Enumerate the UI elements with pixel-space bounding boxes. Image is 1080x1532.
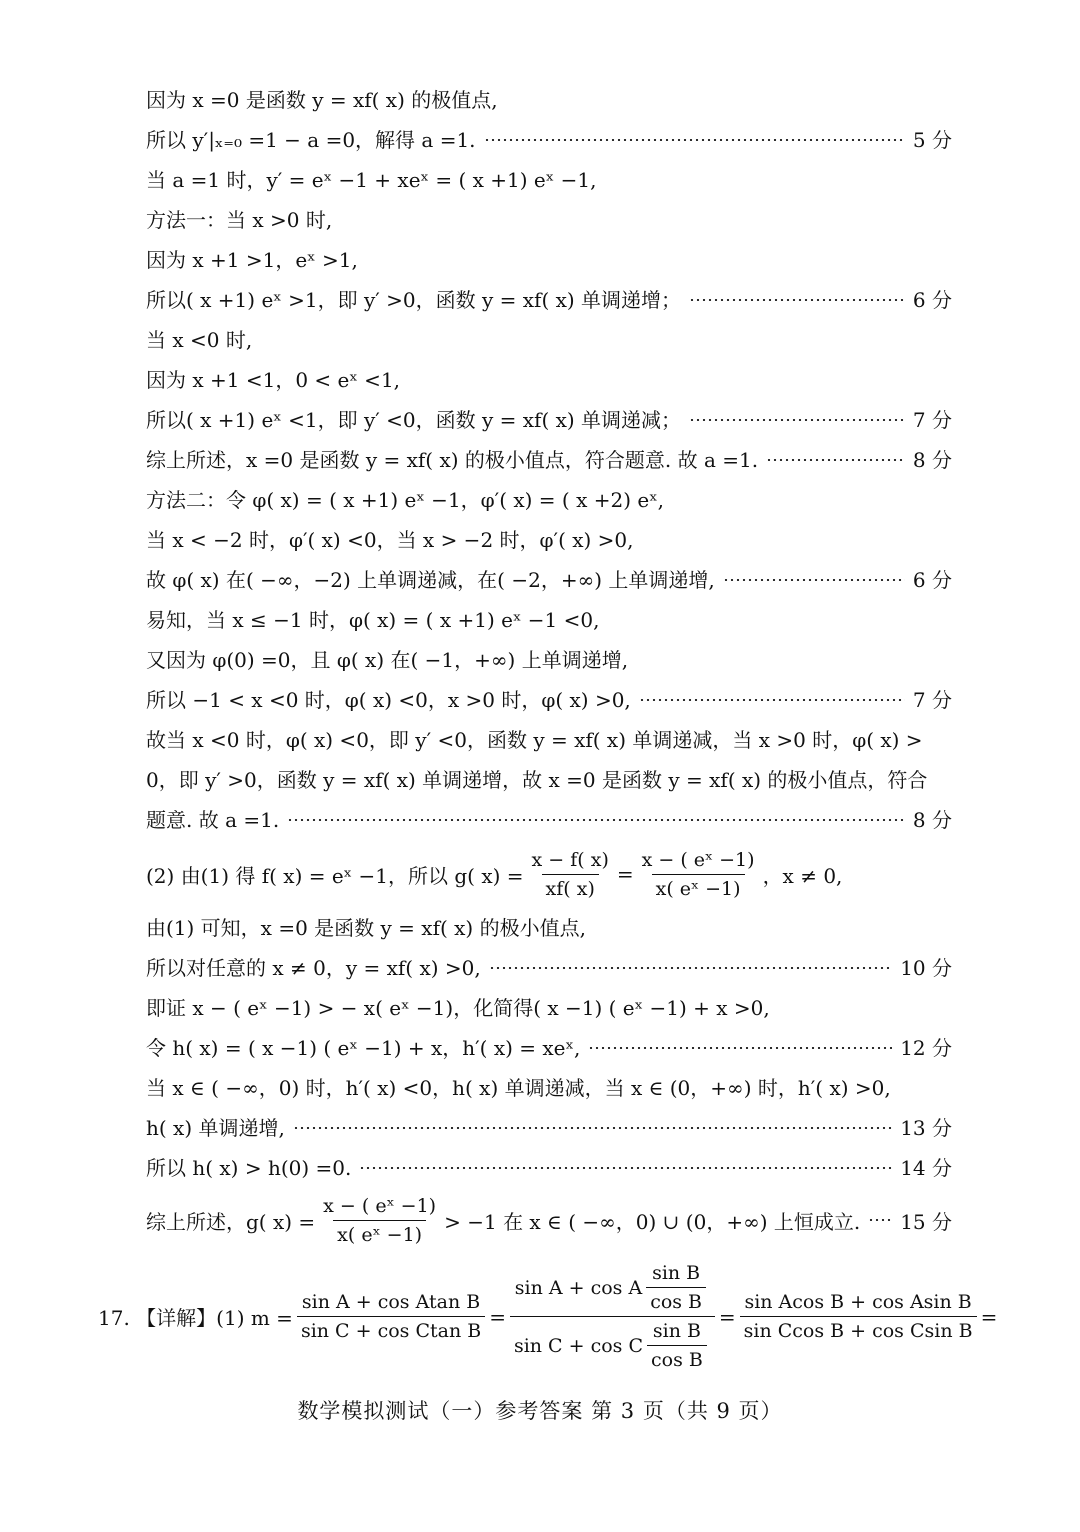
solution-line <box>146 283 952 317</box>
line-text: 由(1) 可知，x =0 是函数 y = xf( x) 的极小值点, <box>146 916 586 940</box>
solution-line <box>146 403 952 437</box>
score-mark: 12 分 <box>900 1036 952 1060</box>
line-text: 综上所述，x =0 是函数 y = xf( x) 的极小值点，符合题意. 故 a =1. <box>146 448 759 472</box>
line-text: 当 a =1 时，y′ = eˣ −1 + xeˣ = ( x +1) eˣ −1, <box>146 168 597 192</box>
leader-dots <box>484 139 905 141</box>
fraction <box>319 1195 440 1246</box>
line-text: 所以 h( x) > h(0) =0. <box>146 1156 352 1180</box>
fraction-numerator: x − f( x) <box>531 848 609 871</box>
line-text: 即证 x − ( eˣ −1) > − x( eˣ −1)，化简得( x −1) ( eˣ −1) + x >0, <box>146 996 770 1020</box>
score-mark: 15 分 <box>900 1209 952 1234</box>
fraction-denominator: sin Ccos B + cos Csin B <box>740 1316 977 1342</box>
fraction-denominator <box>510 1316 715 1371</box>
leader-dots <box>287 819 905 821</box>
solution-line <box>146 1031 952 1065</box>
fraction-denominator: cos B <box>647 1345 707 1371</box>
line-text: 当 x <0 时, <box>146 328 253 352</box>
conclusion-suffix: > −1 在 x ∈ ( −∞，0) ∪ (0，+∞) 上恒成立. <box>444 1209 861 1234</box>
leader-dots <box>766 459 905 461</box>
solution-line <box>146 483 952 517</box>
line-text: 又因为 φ(0) =0，且 φ( x) 在( −1，+∞) 上单调递增, <box>146 648 629 672</box>
conclusion-prefix: 综上所述，g( x) = <box>146 1209 316 1234</box>
line-text: 方法二：令 φ( x) = ( x +1) eˣ −1，φ′( x) = ( x +2) eˣ, <box>146 488 665 512</box>
solution-line <box>146 363 952 397</box>
line-text: 故 φ( x) 在( −∞，−2) 上单调递减，在( −2，+∞) 上单调递增, <box>146 568 715 592</box>
solution-line <box>146 443 952 477</box>
line-text: 当 x ∈ ( −∞，0) 时，h′( x) <0，h( x) 单调递减，当 x ∈ (0，+∞) 时，h′( x) >0, <box>146 1076 891 1100</box>
solution-line <box>146 1151 952 1185</box>
fraction-numerator <box>511 1262 714 1316</box>
fraction <box>297 1291 485 1342</box>
fraction <box>528 849 613 900</box>
solution-line <box>146 1111 952 1145</box>
leader-dots <box>689 299 905 301</box>
leader-dots <box>293 1127 892 1129</box>
score-mark: 7 分 <box>912 408 952 432</box>
score-mark: 7 分 <box>912 688 952 712</box>
leader-dots <box>723 579 905 581</box>
fraction-denominator: cos B <box>646 1287 706 1313</box>
solution-line <box>146 763 952 797</box>
compound-fraction <box>510 1262 715 1371</box>
fraction-denominator: x( eˣ −1) <box>333 1220 426 1246</box>
line-text: 故当 x <0 时，φ( x) <0，即 y′ <0，函数 y = xf( x) 单调递减，当 x >0 时，φ( x) > <box>146 728 923 752</box>
solution-line <box>146 83 952 117</box>
solution-line <box>146 163 952 197</box>
fraction <box>647 1320 707 1371</box>
equals-sign: = <box>718 1304 736 1329</box>
score-mark: 13 分 <box>900 1116 952 1140</box>
fraction-numerator: sin Acos B + cos Asin B <box>744 1291 972 1313</box>
line-text: h( x) 单调递增, <box>146 1116 285 1140</box>
score-mark: 14 分 <box>900 1156 952 1180</box>
line-text: 易知，当 x ≤ −1 时，φ( x) = ( x +1) eˣ −1 <0, <box>146 608 600 632</box>
solution-line <box>146 203 952 237</box>
line-text: 因为 x =0 是函数 y = xf( x) 的极值点, <box>146 88 498 112</box>
solution-line <box>146 643 952 677</box>
fraction-numerator: sin B <box>652 1320 701 1342</box>
line-text: 所以( x +1) eˣ <1，即 y′ <0，函数 y = xf( x) 单调递减； <box>146 408 682 432</box>
score-mark: 6 分 <box>912 288 952 312</box>
line-text: 所以( x +1) eˣ >1，即 y′ >0，函数 y = xf( x) 单调递增； <box>146 288 682 312</box>
leader-dots <box>588 1047 892 1049</box>
fraction <box>740 1291 977 1342</box>
score-mark: 5 分 <box>912 128 952 152</box>
fraction <box>638 849 759 900</box>
score-mark: 10 分 <box>900 956 952 980</box>
equals-sign: = <box>980 1304 998 1329</box>
score-mark: 6 分 <box>912 568 952 592</box>
fraction-denominator: x( eˣ −1) <box>652 874 745 900</box>
solution-line <box>146 563 952 597</box>
solution-line <box>146 723 952 757</box>
equals-sign: = <box>616 862 634 886</box>
solution-line <box>146 123 952 157</box>
line-text: 因为 x +1 <1，0 < eˣ <1, <box>146 368 401 392</box>
g-definition-line <box>146 846 952 902</box>
line-text: 令 h( x) = ( x −1) ( eˣ −1) + x，h′( x) = xeˣ, <box>146 1036 581 1060</box>
solution-line <box>146 323 952 357</box>
score-mark: 8 分 <box>912 808 952 832</box>
fraction-numerator: sin B <box>652 1262 701 1284</box>
fraction-denominator: sin C + cos Ctan B <box>297 1316 485 1342</box>
conclusion-line <box>146 1192 952 1248</box>
line-text: 当 x < −2 时，φ′( x) <0，当 x > −2 时，φ′( x) >0, <box>146 528 634 552</box>
line-text: 方法一：当 x >0 时, <box>146 208 333 232</box>
fraction-numerator: x − ( eˣ −1) <box>323 1194 437 1217</box>
line-text: 所以 y′|ₓ₌₀ =1 − a =0，解得 a =1. <box>146 128 476 152</box>
fraction-numerator: x − ( eˣ −1) <box>641 848 755 871</box>
line-text: 因为 x +1 >1，eˣ >1, <box>146 248 358 272</box>
q17-equation <box>98 1262 997 1371</box>
leader-dots <box>868 1219 892 1221</box>
q17-label: 17. 【详解】(1) m = <box>98 1306 293 1330</box>
solution-line <box>146 991 952 1025</box>
score-mark: 8 分 <box>912 448 952 472</box>
leader-dots <box>689 419 905 421</box>
g-line-suffix: ，x ≠ 0, <box>762 863 843 888</box>
page-footer: 数学模拟测试（一）参考答案 第 3 页（共 9 页） <box>297 1399 783 1423</box>
fraction-numerator: sin A + cos Atan B <box>301 1291 481 1313</box>
solution-line <box>146 911 952 945</box>
solution-line <box>146 951 952 985</box>
denominator-text: sin C + cos C <box>513 1334 644 1357</box>
fraction <box>646 1262 706 1313</box>
solution-line <box>146 603 952 637</box>
solution-line <box>146 1071 952 1105</box>
line-text: 所以 −1 < x <0 时，φ( x) <0，x >0 时，φ( x) >0, <box>146 688 631 712</box>
line-text: 题意. 故 a =1. <box>146 808 280 832</box>
line-text: 所以对任意的 x ≠ 0，y = xf( x) >0, <box>146 956 481 980</box>
solution-line <box>146 803 952 837</box>
leader-dots <box>639 699 905 701</box>
leader-dots <box>359 1167 892 1169</box>
solution-line <box>146 523 952 557</box>
g-line-prefix: (2) 由(1) 得 f( x) = eˣ −1，所以 g( x) = <box>146 863 524 888</box>
numerator-text: sin A + cos A <box>514 1276 643 1299</box>
solution-line <box>146 683 952 717</box>
solution-line <box>146 243 952 277</box>
equals-sign: = <box>489 1304 506 1329</box>
leader-dots <box>489 967 892 969</box>
fraction-denominator: xf( x) <box>542 874 599 900</box>
line-text: 0，即 y′ >0，函数 y = xf( x) 单调递增，故 x =0 是函数 y = xf( x) 的极小值点，符合 <box>146 768 928 792</box>
